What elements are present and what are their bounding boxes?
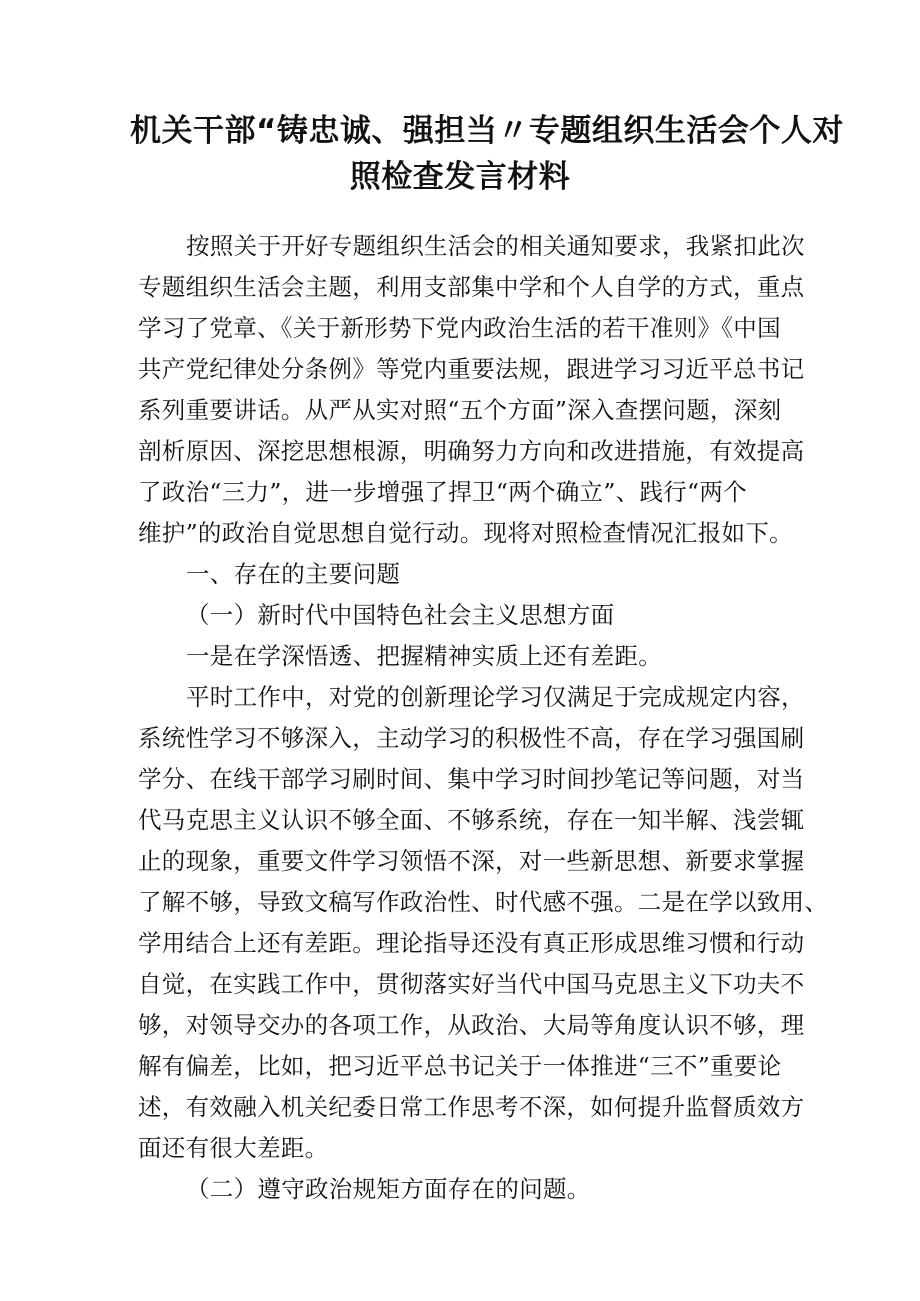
paragraph-line: 平时工作中，对党的创新理论学习仅满足于完成规定内容， bbox=[186, 683, 805, 711]
paragraph-line: 够，对领导交办的各项工作，从政治、大局等角度认识不够，理 bbox=[138, 1011, 805, 1039]
paragraph-line: 了政治“三力”，进一步增强了捍卫“两个确立”、践行“两个 bbox=[138, 478, 747, 506]
title-line-1: 机关干部“铸忠诚、强担当〃专题组织生活会个人对 bbox=[130, 113, 844, 149]
paragraph-line: 一是在学深悟透、把握精神实质上还有差距。 bbox=[186, 642, 662, 670]
paragraph-line: 学习了党章、《关于新形势下党内政治生活的若干准则》《中国 bbox=[138, 314, 781, 342]
paragraph-line: 代马克思主义认识不够全面、不够系统，存在一知半解、浅尝辄 bbox=[138, 806, 805, 834]
paragraph-line: 系统性学习不够深入，主动学习的积极性不高，存在学习强国刷 bbox=[138, 724, 805, 752]
paragraph-line: 专题组织生活会主题，利用支部集中学和个人自学的方式，重点 bbox=[138, 273, 805, 301]
paragraph-line: 维护”的政治自觉思想自觉行动。现将对照检查情况汇报如下。 bbox=[138, 519, 793, 547]
paragraph-line: 述，有效融入机关纪委日常工作思考不深，如何提升监督质效方 bbox=[138, 1093, 805, 1121]
paragraph-line: 自觉，在实践工作中，贯彻落实好当代中国马克思主义下功夫不 bbox=[138, 970, 805, 998]
document-title bbox=[130, 108, 844, 200]
document-body bbox=[138, 226, 829, 1210]
paragraph-line: 剖析原因、深挖思想根源，明确努力方向和改进措施，有效提高 bbox=[138, 437, 805, 465]
paragraph-line: 学用结合上还有差距。理论指导还没有真正形成思维习惯和行动 bbox=[138, 929, 805, 957]
paragraph-line: 按照关于开好专题组织生活会的相关通知要求，我紧扣此次 bbox=[186, 232, 805, 260]
paragraph-line: 了解不够，导致文稿写作政治性、时代感不强。二是在学以致用、 bbox=[138, 888, 829, 916]
paragraph-line: 学分、在线干部学习刷时间、集中学习时间抄笔记等问题，对当 bbox=[138, 765, 805, 793]
subsection-heading: （二）遵守政治规矩方面存在的问题。 bbox=[186, 1175, 591, 1203]
section-heading: 一、存在的主要问题 bbox=[186, 560, 401, 588]
paragraph-line: 解有偏差，比如，把习近平总书记关于一体推进“三不”重要论 bbox=[138, 1052, 782, 1080]
paragraph-line: 共产党纪律处分条例》等党内重要法规，跟进学习习近平总书记 bbox=[138, 355, 805, 383]
subsection-heading: （一）新时代中国特色社会主义思想方面 bbox=[186, 601, 615, 629]
paragraph-line: 止的现象，重要文件学习领悟不深，对一些新思想、新要求掌握 bbox=[138, 847, 805, 875]
paragraph-line: 系列重要讲话。从严从实对照“五个方面”深入查摆问题，深刻 bbox=[138, 396, 782, 424]
title-line-2: 照检查发言材料 bbox=[349, 159, 571, 195]
paragraph-line: 面还有很大差距。 bbox=[138, 1134, 329, 1162]
